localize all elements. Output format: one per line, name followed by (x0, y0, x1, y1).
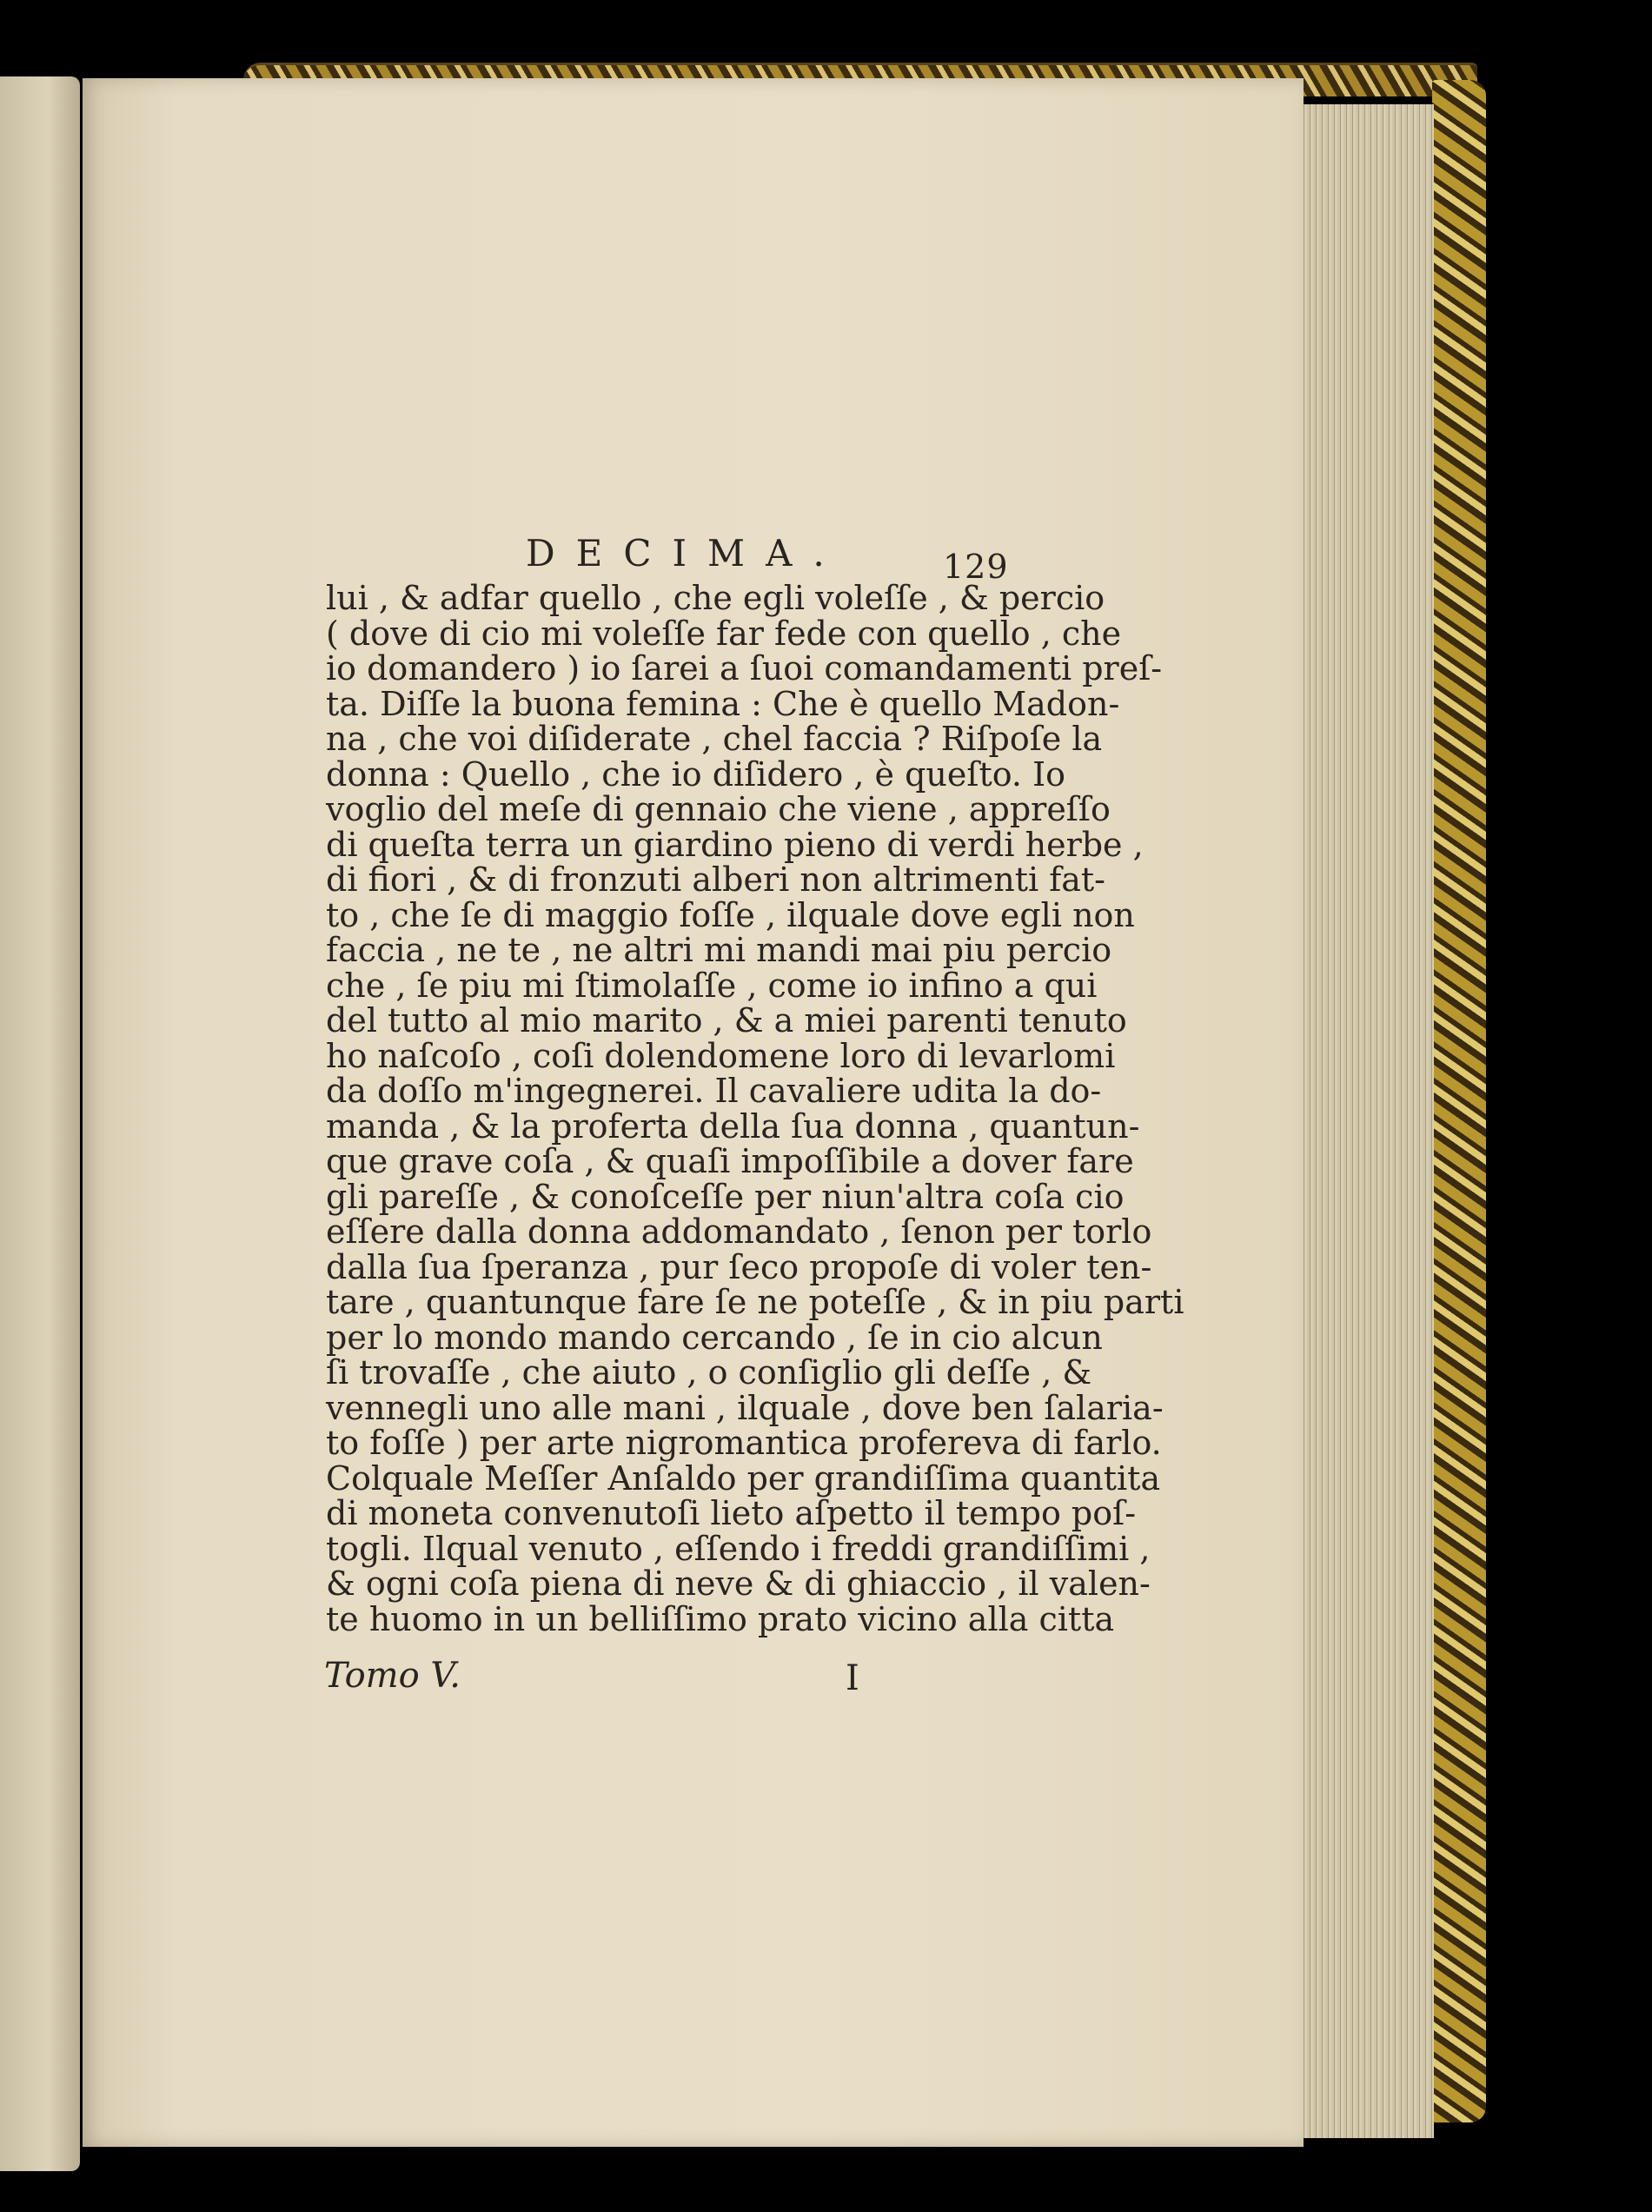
text-line: di moneta convenutoſi lieto aſpetto il tempo poſ- (326, 1494, 1137, 1532)
text-line: io domandero ) io ſarei a ſuoi comandamenti preſ- (326, 649, 1163, 688)
text-line: na , che voi diſiderate , chel faccia ? Riſpoſe la (326, 720, 1103, 758)
book-page (83, 78, 1304, 2147)
text-line: dalla ſua ſperanza , pur ſeco propoſe di voler ten- (326, 1247, 1152, 1286)
text-line: del tutto al mio marito , & a miei parenti tenuto (326, 1001, 1127, 1040)
gathering-signature: I (846, 1658, 859, 1698)
page-block-edge (1295, 104, 1434, 2138)
text-line: di fiori , & di fronzuti alberi non altrimenti fat- (326, 860, 1106, 899)
text-line: tare , quantunque fare ſe ne poteſſe , & in piu parti (326, 1283, 1184, 1321)
text-line: di queſta terra un giardino pieno di verdi herbe , (326, 825, 1144, 864)
text-line: ho naſcoſo , coſi dolendomene loro di levarlomi (326, 1036, 1116, 1075)
text-line: eſſere dalla donna addomandato , ſenon per torlo (326, 1212, 1152, 1251)
text-line: ( dove di cio mi voleſſe far fede con quello , che (326, 614, 1122, 653)
text-line: to foſſe ) per arte nigromantica profereva di farlo. (326, 1424, 1162, 1462)
text-line: Colquale Meſſer Anſaldo per grandiſſima quantita (326, 1458, 1161, 1498)
previous-page-edge (0, 76, 80, 2171)
text-line: manda , & la proferta della ſua donna , quantun- (326, 1106, 1140, 1146)
text-line: que grave coſa , & quaſi impoſſibile a dover fare (326, 1142, 1134, 1180)
running-head: DECIMA. (526, 532, 846, 575)
text-line: ſi trovaſſe , che aiuto , o conſiglio gli deſſe , & (326, 1353, 1092, 1392)
text-line: lui , & adfar quello , che egli voleſſe , & percio (326, 579, 1105, 617)
text-line: donna : Quello , che io diſidero , è queſto. Io (326, 754, 1065, 794)
text-line: gli pareſſe , & conoſceſſe per niun'altra coſa cio (326, 1177, 1125, 1216)
text-line: che , ſe piu mi ſtimolaſſe , come io infino a qui (326, 966, 1098, 1005)
text-line: & ogni coſa piena di neve & di ghiaccio , il valen- (326, 1564, 1151, 1603)
text-line: to , che ſe di maggio foſſe , ilquale dove egli non (326, 895, 1135, 934)
text-line: da doſſo m'ingegnerei. Il cavaliere udita la do- (326, 1072, 1102, 1110)
volume-signature: Tomo V. (324, 1656, 461, 1696)
page-number: 129 (943, 548, 1009, 586)
text-line: te huomo in un belliſſimo prato vicino alla citta (326, 1599, 1115, 1638)
text-line: vennegli uno alle mani , ilquale , dove ben ſalaria- (326, 1388, 1164, 1427)
text-line: per lo mondo mando cercando , ſe in cio alcun (326, 1318, 1103, 1357)
text-line: voglio del meſe di gennaio che viene , appreſſo (326, 790, 1111, 828)
gilt-fore-edge (1432, 80, 1486, 2122)
body-text (326, 579, 1184, 1638)
text-line: ta. Diſſe la buona femina : Che è quello Madon- (326, 684, 1120, 723)
text-line: faccia , ne te , ne altri mi mandi mai piu percio (326, 931, 1112, 969)
text-line: togli. Ilqual venuto , eſſendo i freddi grandiſſimi , (326, 1529, 1151, 1568)
